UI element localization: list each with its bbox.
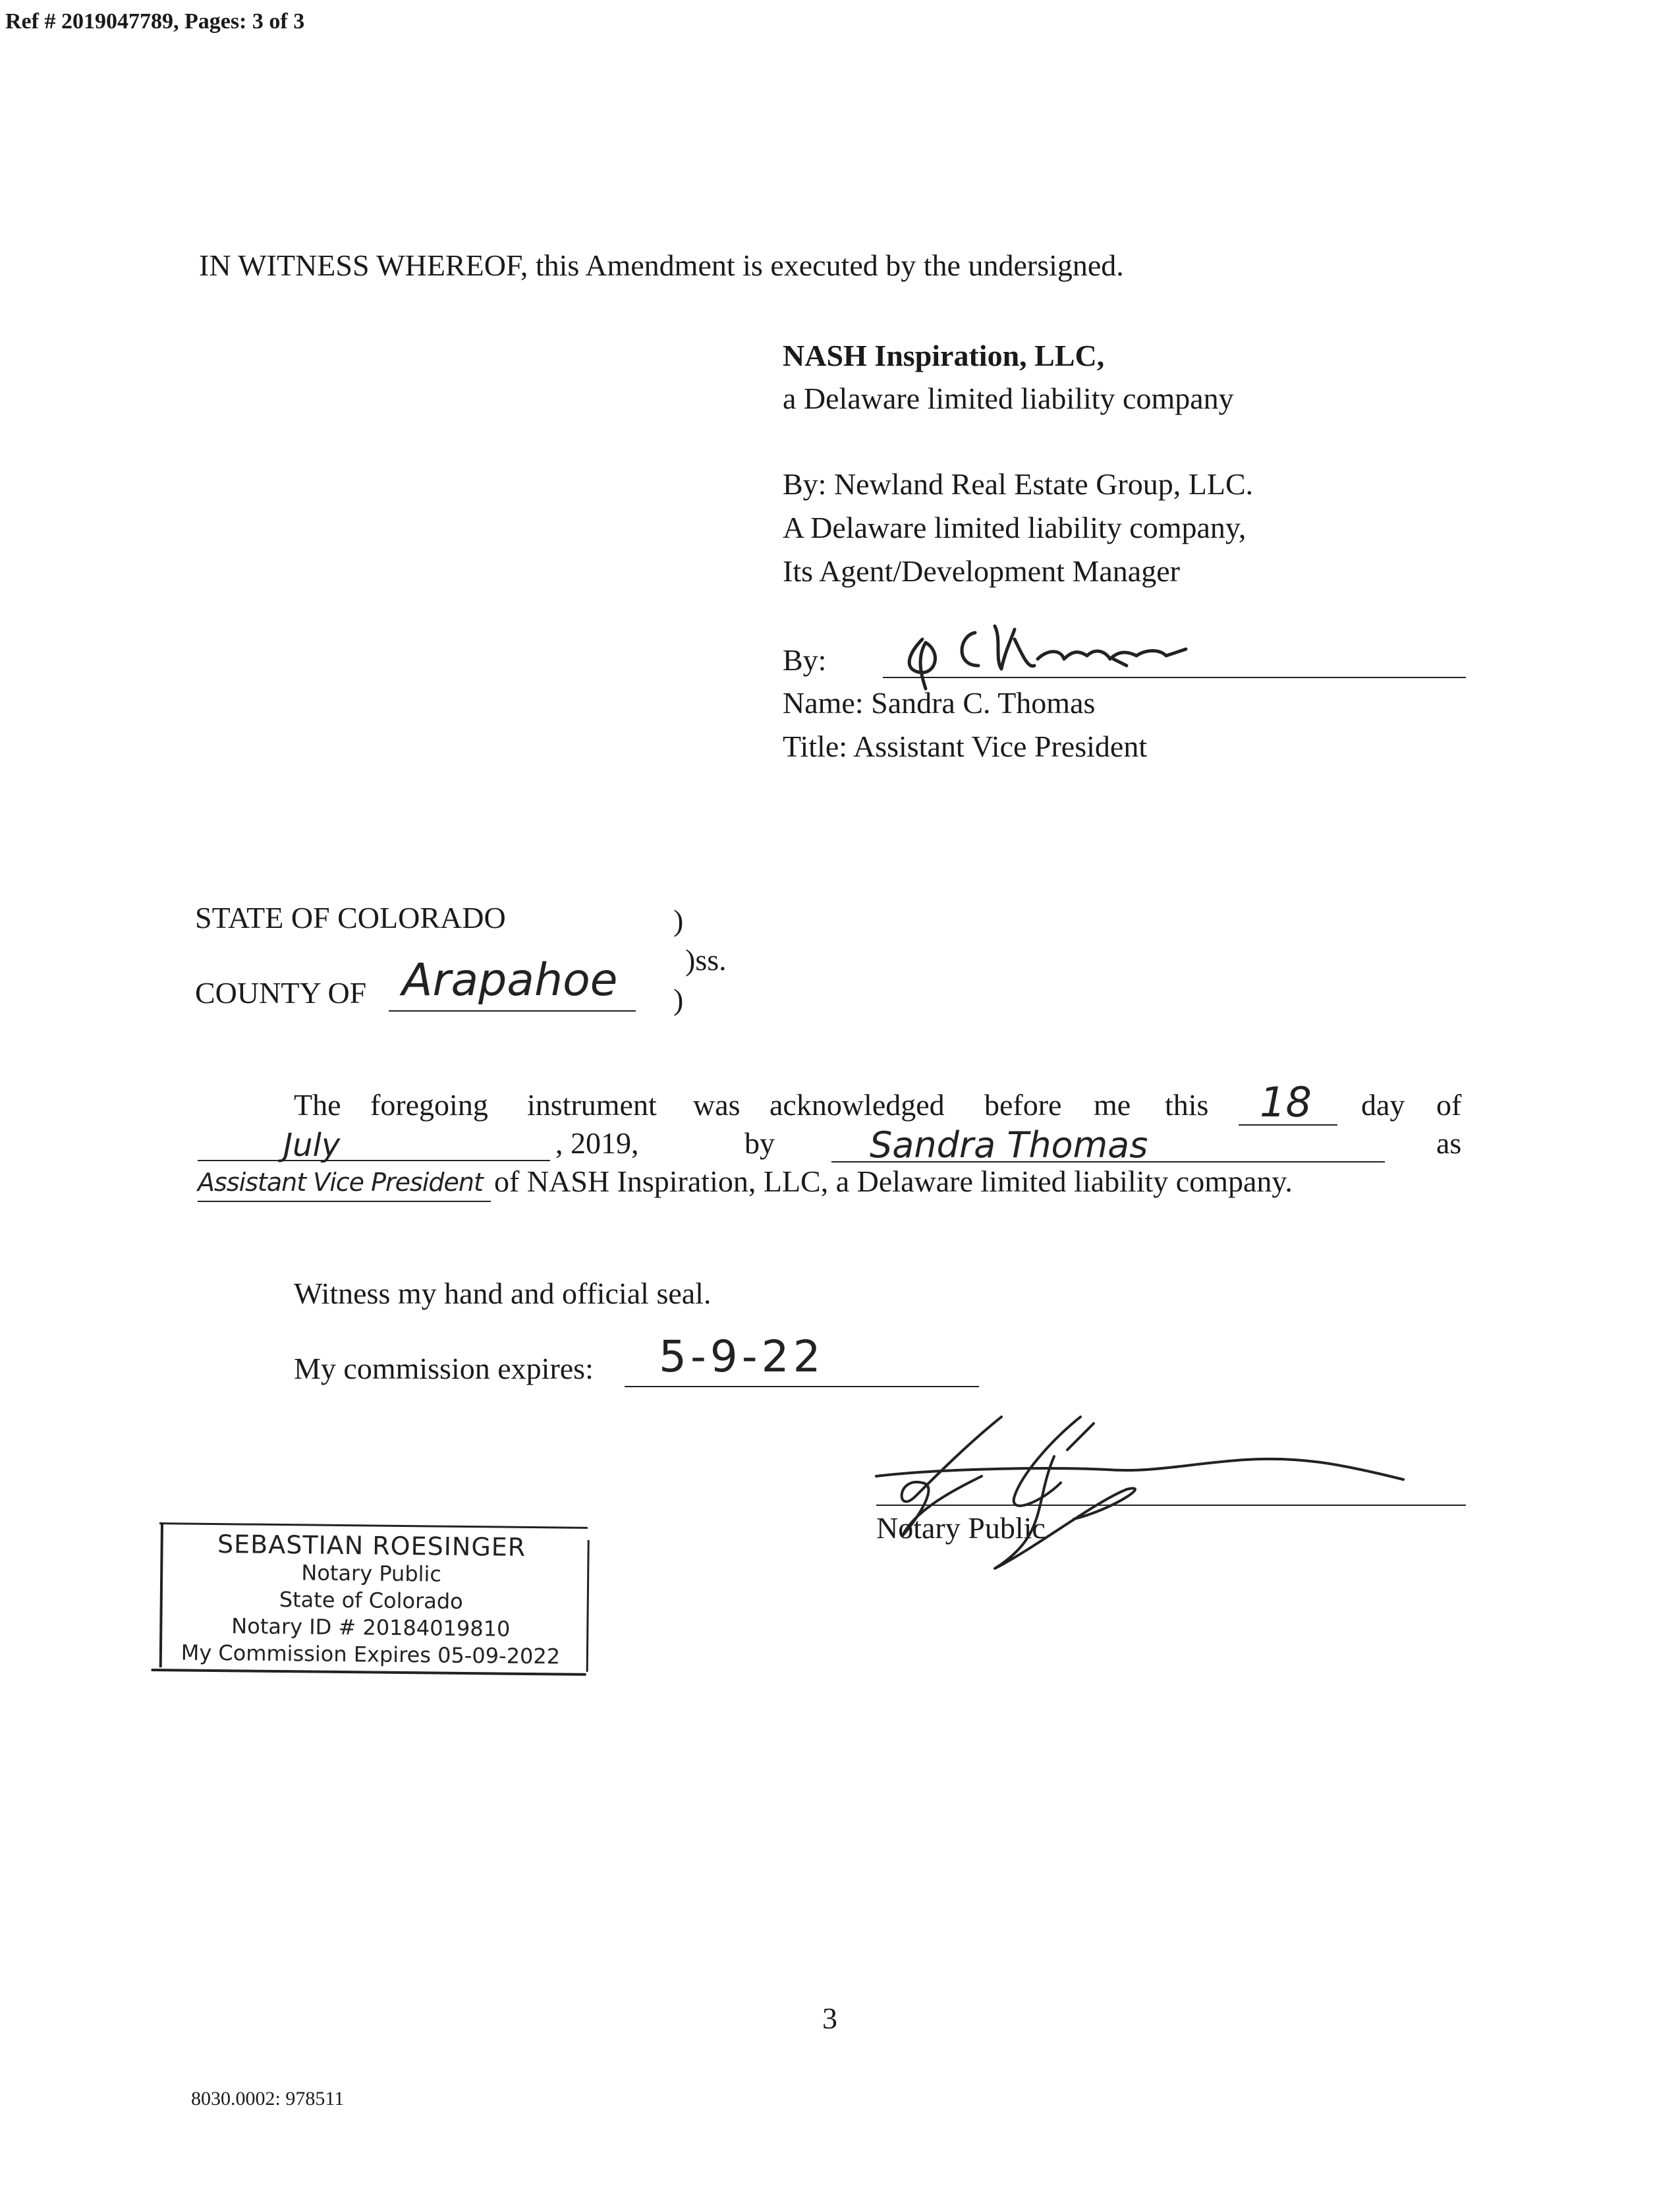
document-code: 8030.0002: 978511 <box>191 2088 345 2110</box>
stamp-notary-name: SEBASTIAN ROESINGER <box>217 1530 526 1562</box>
venue-paren-2: ) <box>673 983 684 1016</box>
notary-signature-line <box>876 1505 1466 1506</box>
stamp-state: State of Colorado <box>279 1587 463 1614</box>
witness-hand-seal: Witness my hand and official seal. <box>294 1277 712 1310</box>
witness-intro: IN WITNESS WHEREOF, this Amendment is executed by the undersigned. <box>199 248 1124 282</box>
stamp-border <box>159 1522 588 1529</box>
ack-word: before <box>984 1088 1062 1122</box>
title-line <box>198 1201 491 1202</box>
ack-word: this <box>1165 1088 1209 1122</box>
notary-stamp <box>152 1522 591 1675</box>
venue-paren-1: ) <box>673 904 684 937</box>
ack-rest: of NASH Inspiration, LLC, a Delaware limited liability company. <box>494 1164 1293 1198</box>
county-line <box>389 1010 636 1012</box>
county-handwritten: Arapahoe <box>402 954 618 1006</box>
ack-word: The <box>294 1088 341 1122</box>
title-handwritten: Assistant Vice President <box>198 1168 483 1197</box>
stamp-notary-title: Notary Public <box>301 1560 442 1587</box>
ack-as: as <box>1436 1126 1462 1160</box>
document-reference: Ref # 2019047789, Pages: 3 of 3 <box>5 9 305 34</box>
venue-ss: )ss. <box>685 943 727 977</box>
ack-by: by <box>744 1126 775 1160</box>
ack-year: , 2019, <box>555 1126 639 1160</box>
company-description: a Delaware limited liability company <box>783 382 1234 415</box>
thomas-signature <box>896 613 1225 692</box>
stamp-border <box>152 1669 586 1676</box>
agent-role: Its Agent/Development Manager <box>783 554 1180 588</box>
signer-title: Title: Assistant Vice President <box>783 730 1148 763</box>
day-handwritten: 18 <box>1260 1078 1312 1126</box>
ack-word: acknowledged <box>770 1088 945 1122</box>
page-number: 3 <box>822 2001 837 2035</box>
company-name: NASH Inspiration, LLC, <box>783 339 1105 372</box>
commission-label: My commission expires: <box>294 1352 594 1385</box>
agent-by-line: By: Newland Real Estate Group, LLC. <box>783 467 1254 501</box>
ack-word: day <box>1361 1088 1405 1122</box>
signer-handwritten: Sandra Thomas <box>870 1124 1148 1166</box>
stamp-notary-id: Notary ID # 20184019810 <box>231 1613 511 1642</box>
notary-signature <box>876 1404 1469 1588</box>
ack-word: me <box>1094 1088 1131 1122</box>
ack-word: instrument <box>527 1088 657 1122</box>
ack-word: of <box>1436 1088 1462 1122</box>
agent-description: A Delaware limited liability company, <box>783 511 1246 544</box>
month-handwritten: July <box>283 1127 341 1164</box>
notary-public-label: Notary Public <box>876 1511 1046 1545</box>
venue-state: STATE OF COLORADO <box>195 901 506 934</box>
ack-word: was <box>693 1088 741 1122</box>
month-line <box>198 1160 550 1161</box>
signer-line <box>831 1161 1385 1163</box>
commission-line <box>625 1386 979 1387</box>
commission-handwritten: 5-9-22 <box>659 1331 825 1382</box>
stamp-expiration: My Commission Expires 05-09-2022 <box>181 1640 561 1669</box>
day-line <box>1239 1124 1337 1126</box>
signer-name: Name: Sandra C. Thomas <box>783 686 1096 720</box>
venue-county-label: COUNTY OF <box>195 976 367 1010</box>
signer-by-label: By: <box>783 643 827 677</box>
ack-word: foregoing <box>370 1088 488 1122</box>
